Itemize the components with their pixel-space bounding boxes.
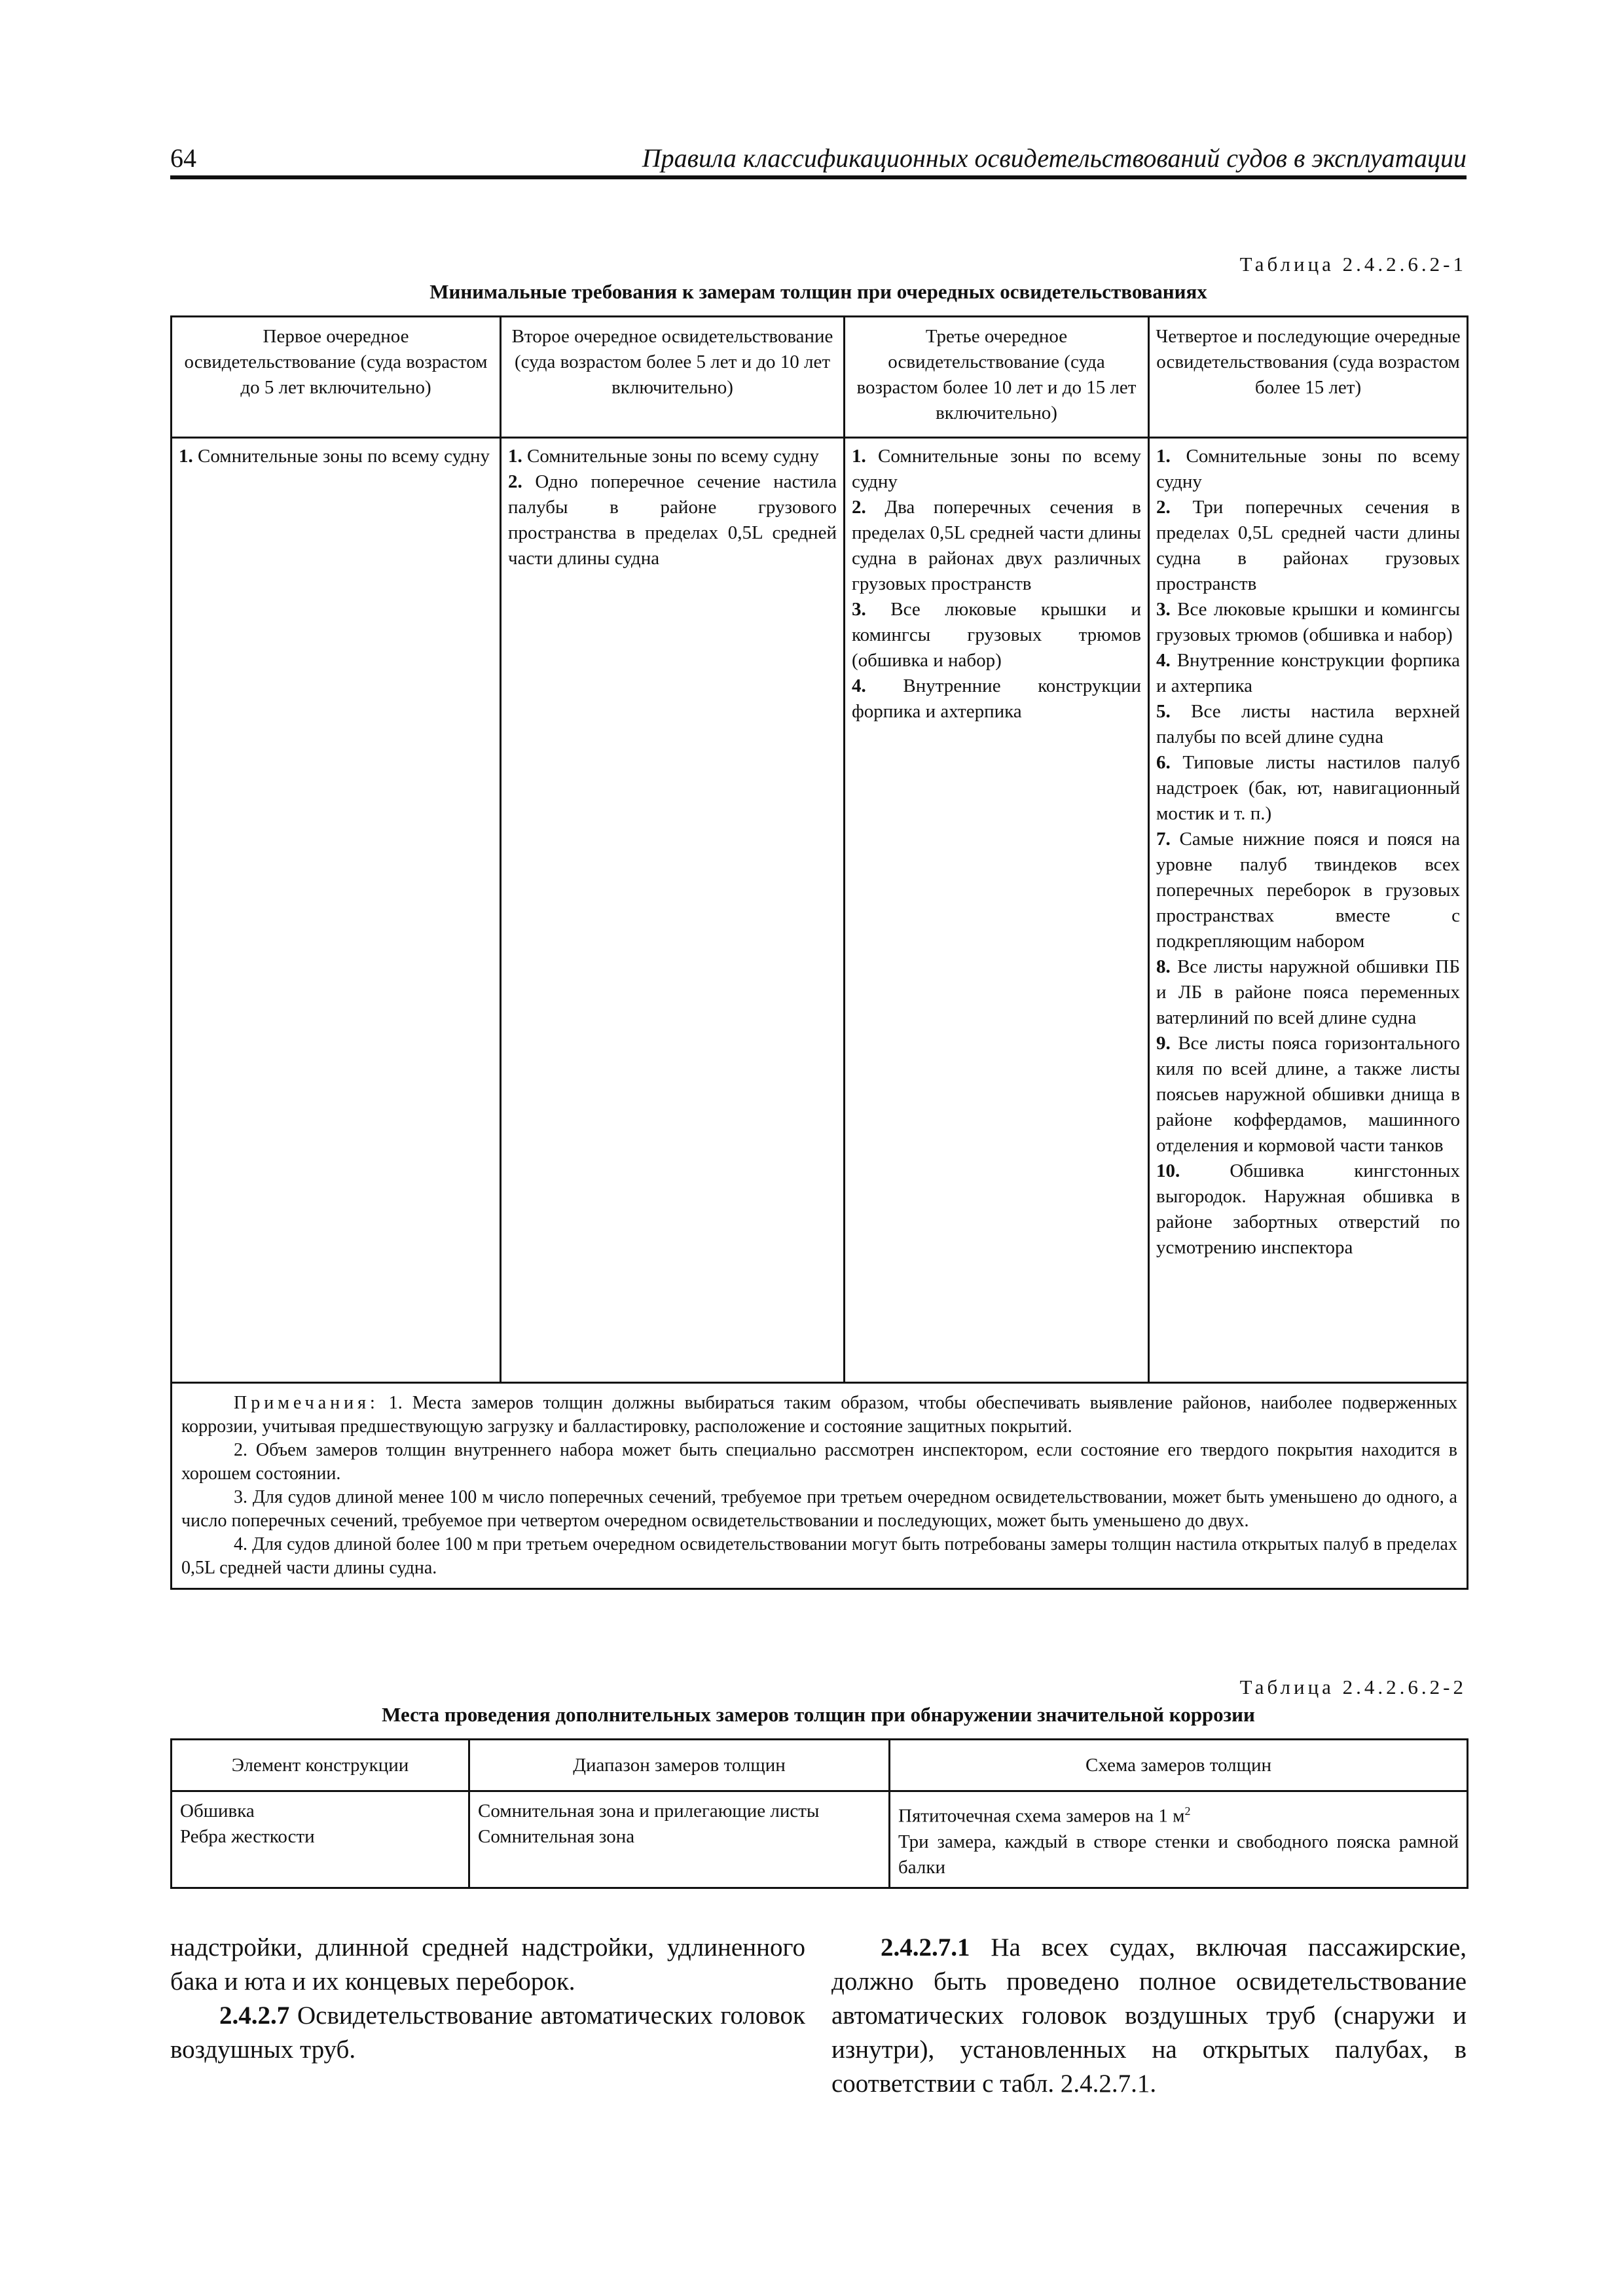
table2-label: Таблица 2.4.2.6.2-2: [1239, 1676, 1467, 1698]
table1-col3-cell: [845, 438, 1149, 1383]
table2: [170, 1738, 1468, 1889]
table1-col2-cell: [501, 438, 845, 1383]
table1-caption: Минимальные требования к замерам толщин при очередных освидетельствованиях: [429, 280, 1207, 303]
list-item: 7. Самые нижние пояся и пояся на уровне палуб твиндеков всех поперечных переборок в грузовых пространствах вместе с подкрепляющим набором: [1156, 829, 1460, 952]
list-item: 3. Все люковые крышки и комингсы грузовых трюмов (обшивка и набор): [852, 599, 1142, 671]
table2-header-range: Диапазон замеров толщин: [469, 1740, 890, 1791]
note-2: 2. Объем замеров толщин внутреннего набора может быть специально рассмотрен инспектором, если состояние его твердого покрытия находится в хорошем состоянии.: [181, 1440, 1457, 1484]
table1-header-col3: Третье очередное освидетельствование (суда возрастом более 10 лет и до 15 лет включительно): [845, 317, 1149, 438]
table1-col1-cell: [172, 438, 501, 1383]
table1-header-col4: Четвертое и последующие очередные освидетельствования (суда возрастом более 15 лет): [1149, 317, 1468, 438]
body-right-column: [831, 1931, 1467, 2101]
table1-col4-cell: [1149, 438, 1468, 1383]
list-item: 10. Обшивка кингстонных выгородок. Наружная обшивка в районе забортных отверстий по усмотрению инспектора: [1156, 1160, 1460, 1258]
list-item: 1. Сомнительные зоны по всему судну: [1156, 446, 1460, 492]
notes-lead: Примечания:: [234, 1393, 379, 1413]
list-item: 2. Три поперечных сечения в пределах 0,5L средней части длины судна в районах грузовых пространств: [1156, 497, 1460, 594]
running-title: Правила классификационных освидетельствований судов в эксплуатации: [642, 143, 1467, 173]
list-item: 2. Одно поперечное сечение настила палубы в районе грузового пространства в пределах 0,5L средней части длины судна: [508, 471, 837, 569]
note-4: 4. Для судов длиной более 100 м при третьем очередном освидетельствовании могут быть потребованы замеры толщин настила открытых палуб в пределах 0,5L средней части длины судна.: [181, 1534, 1457, 1578]
list-item: 2. Два поперечных сечения в пределах 0,5L средней части длины судна в районах двух различных грузовых пространств: [852, 497, 1142, 594]
table1-notes: [172, 1383, 1468, 1589]
table-cell: Пятиточечная схема замеров на 1 $м^2$: [898, 1804, 1191, 1827]
list-item: 9. Все листы пояса горизонтального киля по всей длине, а также листы поясьев наружной обшивки днища в районе коффердамов, машинного отделения и кормовой части танков: [1156, 1033, 1461, 1156]
page-number: 64: [170, 143, 196, 173]
list-item: 5. Все листы настила верхней палубы по всей длине судна: [1156, 701, 1460, 747]
body-paragraph: надстройки, длинной средней надстройки, удлиненного бака и юта и их концевых переборок.: [170, 1933, 805, 1996]
body-left-column: [170, 1931, 805, 2067]
list-item: 1. Сомнительные зоны по всему судну: [852, 446, 1141, 492]
table2-caption: Места проведения дополнительных замеров толщин при обнаружении значительной коррозии: [382, 1703, 1255, 1726]
table-cell: Три замера, каждый в створе стенки и свободного пояска рамной балки: [898, 1831, 1459, 1878]
list-item: 1. Сомнительные зоны по всему судну: [508, 446, 820, 467]
note-3: 3. Для судов длиной менее 100 м число поперечных сечений, требуемое при третьем очередном освидетельствовании, может быть уменьшено до одного, а число поперечных сечений, требуемое при четвертом очередном освидетельствовании и последующих, может быть уменьшено до двух.: [181, 1487, 1457, 1531]
table-cell: Ребра жесткости: [180, 1826, 315, 1847]
section-paragraph: 2.4.2.7.1 На всех судах, включая пассажирские, должно быть проведено полное освидетельствование автоматических головок воздушных труб (снаружи и изнутри), установленных на открытых палубах, в соответствии с табл. 2.4.2.7.1.: [831, 1933, 1467, 2098]
section-paragraph: 2.4.2.7 Освидетельствование автоматических головок воздушных труб.: [170, 2001, 805, 2064]
table-cell: Сомнительная зона и прилегающие листы: [478, 1801, 820, 1821]
table1-header-col2: Второе очередное освидетельствование (суда возрастом более 5 лет и до 10 лет включительно): [501, 317, 845, 438]
list-item: 1. Сомнительные зоны по всему судну: [179, 446, 490, 467]
table1-label: Таблица 2.4.2.6.2-1: [1239, 253, 1467, 276]
header-rule: [170, 175, 1467, 179]
table-cell: Обшивка: [180, 1801, 255, 1821]
table-row: [172, 1791, 1468, 1888]
list-item: 4. Внутренние конструкции форпика и ахтерпика: [852, 675, 1141, 722]
table1: [170, 315, 1468, 1590]
table2-header-scheme: Схема замеров толщин: [890, 1740, 1468, 1791]
list-item: 6. Типовые листы настилов палуб надстроек (бак, ют, навигационный мостик и т. п.): [1156, 752, 1460, 824]
list-item: 8. Все листы наружной обшивки ПБ и ЛБ в районе пояса переменных ватерлиний по всей длине судна: [1156, 956, 1461, 1028]
table1-header-col1: Первое очередное освидетельствование (суда возрастом до 5 лет включительно): [172, 317, 501, 438]
table-cell: Сомнительная зона: [478, 1826, 635, 1847]
note-1: 1. Места замеров толщин должны выбираться таким образом, чтобы обеспечивать выявление районов, наиболее подверженных коррозии, учитывая предшествующую загрузку и балластировку, расположение и состояние защитных покрытий.: [181, 1393, 1457, 1437]
list-item: 3. Все люковые крышки и комингсы грузовых трюмов (обшивка и набор): [1156, 599, 1461, 645]
table2-header-element: Элемент конструкции: [172, 1740, 469, 1791]
page-header: [170, 143, 1467, 179]
list-item: 4. Внутренние конструкции форпика и ахтерпика: [1156, 650, 1460, 696]
